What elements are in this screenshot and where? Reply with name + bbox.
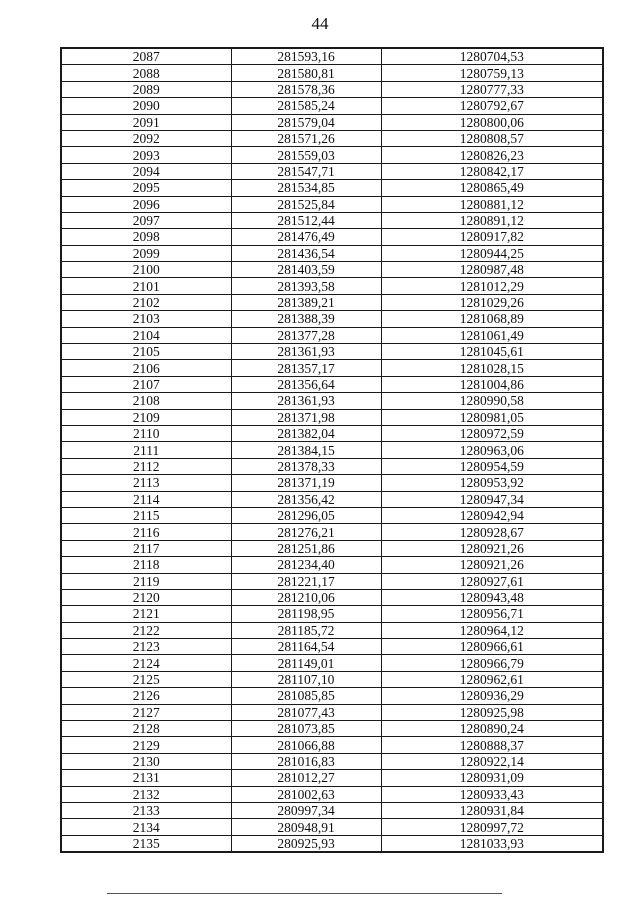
table-row <box>61 376 603 392</box>
table-row <box>61 606 603 622</box>
x-coordinate-cell: 281371,98 <box>231 409 381 425</box>
y-coordinate-cell: 1280792,67 <box>381 98 603 114</box>
table-row <box>61 360 603 376</box>
point-number-cell: 2093 <box>61 147 231 163</box>
y-coordinate-cell: 1280888,37 <box>381 737 603 753</box>
x-coordinate-cell: 281389,21 <box>231 294 381 310</box>
x-coordinate-cell: 281357,17 <box>231 360 381 376</box>
x-coordinate-cell: 281016,83 <box>231 753 381 769</box>
point-number-cell: 2111 <box>61 442 231 458</box>
point-number-cell: 2095 <box>61 180 231 196</box>
table-row <box>61 48 603 65</box>
point-number-cell: 2134 <box>61 819 231 835</box>
y-coordinate-cell: 1281004,86 <box>381 376 603 392</box>
table-row <box>61 573 603 589</box>
x-coordinate-cell: 281476,49 <box>231 229 381 245</box>
x-coordinate-cell: 280997,34 <box>231 802 381 818</box>
y-coordinate-cell: 1280865,49 <box>381 180 603 196</box>
point-number-cell: 2088 <box>61 65 231 81</box>
x-coordinate-cell: 281073,85 <box>231 721 381 737</box>
x-coordinate-cell: 281198,95 <box>231 606 381 622</box>
y-coordinate-cell: 1281061,49 <box>381 327 603 343</box>
point-number-cell: 2108 <box>61 393 231 409</box>
y-coordinate-cell: 1280808,57 <box>381 130 603 146</box>
y-coordinate-cell: 1281068,89 <box>381 311 603 327</box>
table-row <box>61 262 603 278</box>
table-row <box>61 622 603 638</box>
table-row <box>61 737 603 753</box>
table-row <box>61 393 603 409</box>
point-number-cell: 2130 <box>61 753 231 769</box>
table-row <box>61 639 603 655</box>
table-row <box>61 458 603 474</box>
coordinates-table <box>60 47 604 853</box>
x-coordinate-cell: 281593,16 <box>231 48 381 65</box>
point-number-cell: 2120 <box>61 589 231 605</box>
point-number-cell: 2121 <box>61 606 231 622</box>
table-row <box>61 130 603 146</box>
x-coordinate-cell: 281371,19 <box>231 475 381 491</box>
table-row <box>61 557 603 573</box>
x-coordinate-cell: 281559,03 <box>231 147 381 163</box>
y-coordinate-cell: 1280921,26 <box>381 540 603 556</box>
point-number-cell: 2091 <box>61 114 231 130</box>
point-number-cell: 2112 <box>61 458 231 474</box>
x-coordinate-cell: 280948,91 <box>231 819 381 835</box>
y-coordinate-cell: 1280917,82 <box>381 229 603 245</box>
point-number-cell: 2135 <box>61 835 231 852</box>
x-coordinate-cell: 281377,28 <box>231 327 381 343</box>
point-number-cell: 2087 <box>61 48 231 65</box>
x-coordinate-cell: 281436,54 <box>231 245 381 261</box>
x-coordinate-cell: 281185,72 <box>231 622 381 638</box>
table-row <box>61 442 603 458</box>
table-row <box>61 196 603 212</box>
bottom-rule <box>107 893 502 894</box>
point-number-cell: 2101 <box>61 278 231 294</box>
point-number-cell: 2113 <box>61 475 231 491</box>
point-number-cell: 2115 <box>61 507 231 523</box>
x-coordinate-cell: 281403,59 <box>231 262 381 278</box>
y-coordinate-cell: 1280944,25 <box>381 245 603 261</box>
x-coordinate-cell: 281393,58 <box>231 278 381 294</box>
point-number-cell: 2110 <box>61 425 231 441</box>
table-row <box>61 786 603 802</box>
table-row <box>61 98 603 114</box>
y-coordinate-cell: 1280927,61 <box>381 573 603 589</box>
y-coordinate-cell: 1280921,26 <box>381 557 603 573</box>
x-coordinate-cell: 281210,06 <box>231 589 381 605</box>
x-coordinate-cell: 281276,21 <box>231 524 381 540</box>
x-coordinate-cell: 281579,04 <box>231 114 381 130</box>
table-row <box>61 835 603 852</box>
y-coordinate-cell: 1280931,09 <box>381 770 603 786</box>
x-coordinate-cell: 281571,26 <box>231 130 381 146</box>
point-number-cell: 2125 <box>61 671 231 687</box>
y-coordinate-cell: 1280966,79 <box>381 655 603 671</box>
x-coordinate-cell: 281221,17 <box>231 573 381 589</box>
table-row <box>61 491 603 507</box>
y-coordinate-cell: 1280997,72 <box>381 819 603 835</box>
table-row <box>61 311 603 327</box>
table-row <box>61 163 603 179</box>
point-number-cell: 2100 <box>61 262 231 278</box>
coordinates-table-body <box>61 48 603 852</box>
x-coordinate-cell: 281066,88 <box>231 737 381 753</box>
y-coordinate-cell: 1280800,06 <box>381 114 603 130</box>
page-number: 44 <box>311 14 329 33</box>
point-number-cell: 2094 <box>61 163 231 179</box>
x-coordinate-cell: 281361,93 <box>231 344 381 360</box>
point-number-cell: 2132 <box>61 786 231 802</box>
table-row <box>61 802 603 818</box>
x-coordinate-cell: 281149,01 <box>231 655 381 671</box>
x-coordinate-cell: 281580,81 <box>231 65 381 81</box>
point-number-cell: 2102 <box>61 294 231 310</box>
x-coordinate-cell: 281077,43 <box>231 704 381 720</box>
table-row <box>61 114 603 130</box>
table-row <box>61 671 603 687</box>
point-number-cell: 2099 <box>61 245 231 261</box>
y-coordinate-cell: 1280842,17 <box>381 163 603 179</box>
table-row <box>61 180 603 196</box>
y-coordinate-cell: 1280943,48 <box>381 589 603 605</box>
point-number-cell: 2107 <box>61 376 231 392</box>
y-coordinate-cell: 1280925,98 <box>381 704 603 720</box>
table-row <box>61 409 603 425</box>
x-coordinate-cell: 281525,84 <box>231 196 381 212</box>
y-coordinate-cell: 1280936,29 <box>381 688 603 704</box>
point-number-cell: 2122 <box>61 622 231 638</box>
y-coordinate-cell: 1280881,12 <box>381 196 603 212</box>
x-coordinate-cell: 281002,63 <box>231 786 381 802</box>
table-row <box>61 655 603 671</box>
table-row <box>61 721 603 737</box>
table-row <box>61 81 603 97</box>
y-coordinate-cell: 1281012,29 <box>381 278 603 294</box>
point-number-cell: 2129 <box>61 737 231 753</box>
point-number-cell: 2089 <box>61 81 231 97</box>
table-row <box>61 688 603 704</box>
point-number-cell: 2117 <box>61 540 231 556</box>
table-row <box>61 475 603 491</box>
y-coordinate-cell: 1280947,34 <box>381 491 603 507</box>
y-coordinate-cell: 1281045,61 <box>381 344 603 360</box>
point-number-cell: 2133 <box>61 802 231 818</box>
y-coordinate-cell: 1280928,67 <box>381 524 603 540</box>
y-coordinate-cell: 1280759,13 <box>381 65 603 81</box>
table-row <box>61 507 603 523</box>
x-coordinate-cell: 281164,54 <box>231 639 381 655</box>
table-row <box>61 770 603 786</box>
table-row <box>61 229 603 245</box>
x-coordinate-cell: 281107,10 <box>231 671 381 687</box>
point-number-cell: 2096 <box>61 196 231 212</box>
point-number-cell: 2116 <box>61 524 231 540</box>
point-number-cell: 2103 <box>61 311 231 327</box>
x-coordinate-cell: 281512,44 <box>231 212 381 228</box>
table-row <box>61 245 603 261</box>
y-coordinate-cell: 1280990,58 <box>381 393 603 409</box>
y-coordinate-cell: 1280987,48 <box>381 262 603 278</box>
point-number-cell: 2104 <box>61 327 231 343</box>
table-row <box>61 212 603 228</box>
table-row <box>61 65 603 81</box>
y-coordinate-cell: 1280956,71 <box>381 606 603 622</box>
point-number-cell: 2128 <box>61 721 231 737</box>
table-row <box>61 294 603 310</box>
y-coordinate-cell: 1280931,84 <box>381 802 603 818</box>
y-coordinate-cell: 1281033,93 <box>381 835 603 852</box>
table-row <box>61 753 603 769</box>
y-coordinate-cell: 1280954,59 <box>381 458 603 474</box>
x-coordinate-cell: 281585,24 <box>231 98 381 114</box>
x-coordinate-cell: 281356,64 <box>231 376 381 392</box>
table-row <box>61 344 603 360</box>
point-number-cell: 2092 <box>61 130 231 146</box>
y-coordinate-cell: 1280933,43 <box>381 786 603 802</box>
x-coordinate-cell: 281085,85 <box>231 688 381 704</box>
table-row <box>61 425 603 441</box>
x-coordinate-cell: 281534,85 <box>231 180 381 196</box>
point-number-cell: 2106 <box>61 360 231 376</box>
y-coordinate-cell: 1280964,12 <box>381 622 603 638</box>
y-coordinate-cell: 1280704,53 <box>381 48 603 65</box>
table-row <box>61 704 603 720</box>
table-row <box>61 327 603 343</box>
x-coordinate-cell: 281012,27 <box>231 770 381 786</box>
y-coordinate-cell: 1280891,12 <box>381 212 603 228</box>
point-number-cell: 2098 <box>61 229 231 245</box>
point-number-cell: 2123 <box>61 639 231 655</box>
y-coordinate-cell: 1280966,61 <box>381 639 603 655</box>
table-row <box>61 819 603 835</box>
x-coordinate-cell: 281578,36 <box>231 81 381 97</box>
x-coordinate-cell: 281234,40 <box>231 557 381 573</box>
x-coordinate-cell: 281388,39 <box>231 311 381 327</box>
x-coordinate-cell: 281547,71 <box>231 163 381 179</box>
table-row <box>61 147 603 163</box>
y-coordinate-cell: 1280826,23 <box>381 147 603 163</box>
x-coordinate-cell: 281251,86 <box>231 540 381 556</box>
point-number-cell: 2097 <box>61 212 231 228</box>
table-row <box>61 589 603 605</box>
point-number-cell: 2127 <box>61 704 231 720</box>
y-coordinate-cell: 1281029,26 <box>381 294 603 310</box>
y-coordinate-cell: 1281028,15 <box>381 360 603 376</box>
point-number-cell: 2131 <box>61 770 231 786</box>
point-number-cell: 2119 <box>61 573 231 589</box>
x-coordinate-cell: 281378,33 <box>231 458 381 474</box>
x-coordinate-cell: 281296,05 <box>231 507 381 523</box>
y-coordinate-cell: 1280981,05 <box>381 409 603 425</box>
y-coordinate-cell: 1280972,59 <box>381 425 603 441</box>
y-coordinate-cell: 1280942,94 <box>381 507 603 523</box>
x-coordinate-cell: 281356,42 <box>231 491 381 507</box>
table-row <box>61 524 603 540</box>
y-coordinate-cell: 1280963,06 <box>381 442 603 458</box>
point-number-cell: 2090 <box>61 98 231 114</box>
point-number-cell: 2114 <box>61 491 231 507</box>
y-coordinate-cell: 1280953,92 <box>381 475 603 491</box>
x-coordinate-cell: 280925,93 <box>231 835 381 852</box>
point-number-cell: 2126 <box>61 688 231 704</box>
point-number-cell: 2124 <box>61 655 231 671</box>
table-row <box>61 540 603 556</box>
y-coordinate-cell: 1280890,24 <box>381 721 603 737</box>
x-coordinate-cell: 281382,04 <box>231 425 381 441</box>
point-number-cell: 2118 <box>61 557 231 573</box>
x-coordinate-cell: 281361,93 <box>231 393 381 409</box>
x-coordinate-cell: 281384,15 <box>231 442 381 458</box>
y-coordinate-cell: 1280962,61 <box>381 671 603 687</box>
y-coordinate-cell: 1280922,14 <box>381 753 603 769</box>
table-row <box>61 278 603 294</box>
point-number-cell: 2105 <box>61 344 231 360</box>
y-coordinate-cell: 1280777,33 <box>381 81 603 97</box>
point-number-cell: 2109 <box>61 409 231 425</box>
